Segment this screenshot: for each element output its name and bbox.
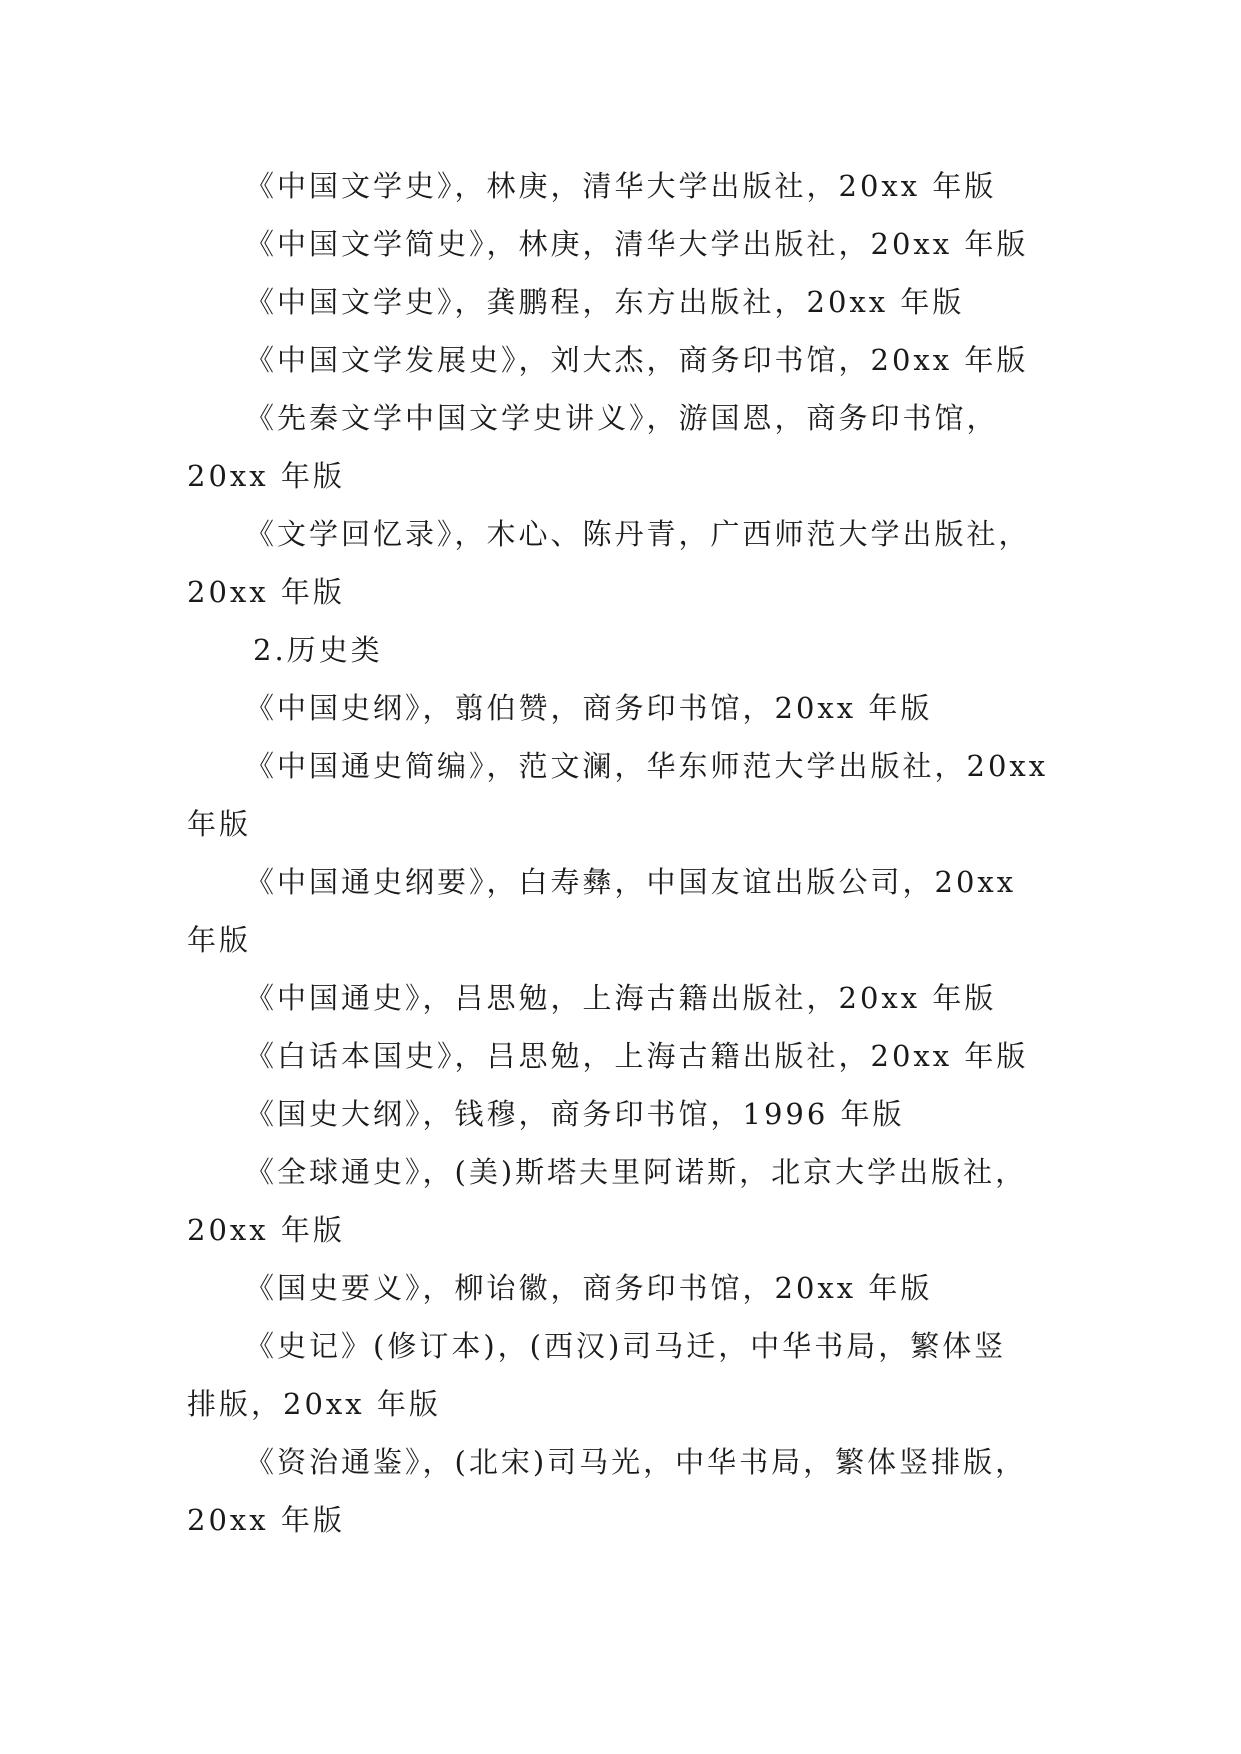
history-entry-6-line1: 《国史大纲》，钱穆，商务印书馆，1996 年版	[245, 1097, 905, 1131]
history-entry-6	[187, 1085, 1065, 1143]
lit-entry-4-line1: 《中国文学发展史》，刘大杰，商务印书馆，20xx 年版	[245, 343, 1029, 377]
history-entry-7-line1: 《全球通史》，(美)斯塔夫里阿诺斯，北京大学出版社，	[245, 1155, 1028, 1189]
history-entry-8-line1: 《国史要义》，柳诒徽，商务印书馆，20xx 年版	[245, 1271, 933, 1305]
history-entry-2	[187, 737, 1065, 853]
lit-entry-6-line2: 20xx 年版	[187, 575, 345, 609]
history-entry-10-line1: 《资治通鉴》，(北宋)司马光，中华书局，繁体竖排版，	[245, 1445, 1028, 1479]
lit-entry-1-line1: 《中国文学史》，林庚，清华大学出版社，20xx 年版	[245, 169, 997, 203]
lit-entry-2-line1: 《中国文学简史》，林庚，清华大学出版社，20xx 年版	[245, 227, 1029, 261]
history-entry-4	[187, 969, 1065, 1027]
lit-entry-5-line2: 20xx 年版	[187, 459, 345, 493]
history-entry-2-line1: 《中国通史简编》，范文澜，华东师范大学出版社，20xx	[245, 749, 1049, 783]
history-entry-5	[187, 1027, 1065, 1085]
history-entry-9-line2: 排版，20xx 年版	[187, 1387, 441, 1421]
section-heading-history: 2.历史类	[253, 633, 383, 667]
history-entry-10-line2: 20xx 年版	[187, 1503, 345, 1537]
history-entry-10	[187, 1433, 1065, 1549]
document-body	[187, 157, 1065, 1549]
lit-entry-3	[187, 273, 1065, 331]
history-entry-3	[187, 853, 1065, 969]
lit-entry-2	[187, 215, 1065, 273]
history-entry-5-line1: 《白话本国史》，吕思勉，上海古籍出版社，20xx 年版	[245, 1039, 1029, 1073]
history-entry-9-line1: 《史记》(修订本)，(西汉)司马迁，中华书局，繁体竖	[245, 1329, 1007, 1363]
history-entry-1	[187, 679, 1065, 737]
history-entry-8	[187, 1259, 1065, 1317]
lit-entry-4	[187, 331, 1065, 389]
history-entry-2-line2: 年版	[187, 807, 252, 841]
history-entry-3-line1: 《中国通史纲要》，白寿彝，中国友谊出版公司，20xx	[245, 865, 1017, 899]
history-entry-7	[187, 1143, 1065, 1259]
lit-entry-6-line1: 《文学回忆录》，木心、陈丹青，广西师范大学出版社，	[245, 517, 1031, 551]
history-entry-9	[187, 1317, 1065, 1433]
lit-entry-5-line1: 《先秦文学中国文学史讲义》，游国恩，商务印书馆，	[245, 401, 999, 435]
lit-entry-5	[187, 389, 1065, 505]
lit-entry-1	[187, 157, 1065, 215]
history-entry-7-line2: 20xx 年版	[187, 1213, 345, 1247]
history-entry-4-line1: 《中国通史》，吕思勉，上海古籍出版社，20xx 年版	[245, 981, 997, 1015]
lit-entry-6	[187, 505, 1065, 621]
lit-entry-3-line1: 《中国文学史》，龚鹏程，东方出版社，20xx 年版	[245, 285, 965, 319]
history-entry-3-line2: 年版	[187, 923, 252, 957]
history-entry-1-line1: 《中国史纲》，翦伯赞，商务印书馆，20xx 年版	[245, 691, 933, 725]
